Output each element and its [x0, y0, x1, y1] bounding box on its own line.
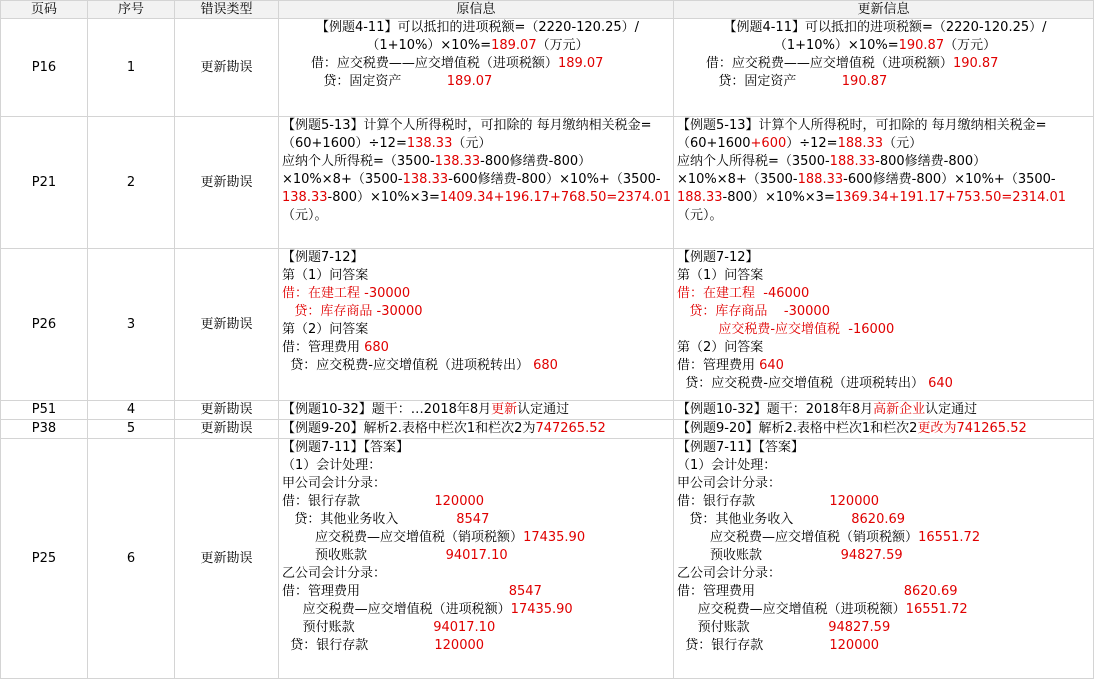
text-segment: -800修缮费-800）×10%×8+（3500-	[677, 154, 987, 187]
type-cell: 更新勘误	[175, 401, 279, 420]
text-segment: （1）会计处理：	[282, 458, 382, 473]
text-segment: 认定通过	[517, 402, 570, 417]
text-segment: 贷：固定资产	[677, 74, 842, 89]
text-line	[282, 37, 673, 55]
original-cell	[279, 249, 674, 401]
table-row	[1, 439, 1094, 679]
corrected-value: 94017.10	[445, 548, 508, 563]
corrected-value: 138.33	[402, 172, 449, 187]
text-line	[677, 153, 1093, 225]
text-line	[282, 637, 673, 655]
corrected-value: 120000	[434, 494, 485, 509]
text-line	[282, 55, 673, 73]
header-row	[1, 1, 1094, 19]
text-segment: 【例题4-11】可以抵扣的进项税额=（2220-120.25）/	[723, 20, 1047, 35]
text-line	[282, 401, 673, 419]
text-line	[677, 73, 1093, 91]
text-segment: 预收账款	[677, 548, 841, 563]
text-segment: 应交税费—应交增值税（进项税额）	[282, 602, 511, 617]
text-segment: （元）	[883, 136, 923, 151]
page-cell: P51	[1, 401, 88, 420]
text-line	[677, 457, 1093, 475]
corrected-value: 8547	[508, 584, 542, 599]
header-page: 页码	[1, 1, 88, 19]
page-cell: P16	[1, 19, 88, 117]
table-row	[1, 117, 1094, 249]
text-segment: （1+10%）×10%=	[773, 38, 899, 53]
header-original: 原信息	[279, 1, 674, 19]
text-line	[282, 153, 673, 225]
corrected-value: 贷：库存商品 -30000	[677, 304, 830, 319]
text-line	[282, 565, 673, 583]
text-line	[677, 601, 1093, 619]
text-line	[282, 601, 673, 619]
corrected-value: 640	[928, 376, 953, 391]
header-no: 序号	[88, 1, 175, 19]
text-segment: 乙公司会计分录：	[282, 566, 387, 581]
text-segment: （元）。	[282, 208, 328, 223]
text-segment: 应纳个人所得税=（3500-	[282, 154, 435, 169]
text-segment: 应交税费—应交增值税（销项税额）	[282, 530, 524, 545]
corrected-value: 借：在建工程 -30000	[282, 286, 411, 301]
corrected-value: 188.33	[797, 172, 844, 187]
corrected-value: 8620.69	[851, 512, 906, 527]
text-segment: 贷：应交税费-应交增值税（进项税转出）	[282, 358, 534, 373]
text-segment: 【例题10-32】题干：…2018年8月	[282, 402, 492, 417]
text-line	[282, 303, 673, 321]
text-line	[677, 19, 1093, 37]
text-line	[677, 267, 1093, 285]
corrected-value: 138.33	[434, 154, 481, 169]
corrected-value: 17435.90	[523, 530, 586, 545]
corrected-value: 188.33	[677, 190, 723, 205]
corrected-value: 189.07	[491, 38, 537, 53]
corrected-value: 1369.34+191.17+753.50=2314.01	[834, 190, 1067, 205]
updated-cell	[674, 249, 1094, 401]
text-line	[677, 420, 1093, 438]
text-segment: 【例题7-11】【答案】	[677, 440, 805, 455]
corrected-value: 8620.69	[903, 584, 958, 599]
text-line	[677, 529, 1093, 547]
text-segment: （万元）	[536, 38, 589, 53]
text-line	[677, 117, 1093, 153]
text-segment: 借：管理费用	[677, 584, 904, 599]
corrected-value: 680	[533, 358, 558, 373]
text-segment: -800）×10%×3=	[722, 190, 835, 205]
text-segment: 【例题5-13】计算个人所得税时，可扣除的 每月缴纳相关税金=（60+1600	[677, 118, 1047, 151]
text-line	[677, 303, 1093, 321]
original-cell	[279, 19, 674, 117]
text-line	[282, 457, 673, 475]
corrected-value: 16551.72	[918, 530, 981, 545]
header-updated: 更新信息	[674, 1, 1094, 19]
text-segment: 预付账款	[282, 620, 434, 635]
no-cell: 6	[88, 439, 175, 679]
text-line	[677, 475, 1093, 493]
corrected-value: 16551.72	[905, 602, 968, 617]
corrected-value: 189.07	[557, 56, 604, 71]
header-type: 错误类型	[175, 1, 279, 19]
corrected-value: 8547	[456, 512, 490, 527]
corrected-value: 120000	[434, 638, 485, 653]
text-segment: ）÷12=	[786, 136, 838, 151]
text-line	[677, 637, 1093, 655]
page-cell: P38	[1, 420, 88, 439]
text-segment: 应交税费—应交增值税（销项税额）	[677, 530, 919, 545]
text-line	[677, 439, 1093, 457]
text-line	[677, 619, 1093, 637]
updated-cell	[674, 439, 1094, 679]
text-segment: -600修缮费-800）×10%+（3500-	[843, 172, 1056, 187]
text-segment: （1+10%）×10%=	[366, 38, 492, 53]
type-cell: 更新勘误	[175, 117, 279, 249]
original-cell	[279, 439, 674, 679]
text-segment: 乙公司会计分录：	[677, 566, 782, 581]
corrected-value: 190.87	[952, 56, 999, 71]
text-segment: （元）。	[677, 208, 723, 223]
text-segment: 甲公司会计分录：	[282, 476, 387, 491]
text-line	[282, 249, 673, 267]
text-line	[282, 420, 673, 438]
text-segment: -800修缮费-800）×10%×8+（3500-	[282, 154, 592, 187]
text-segment: 认定通过	[925, 402, 978, 417]
no-cell: 5	[88, 420, 175, 439]
text-segment: 借：应交税费——应交增值税（进项税额）	[677, 56, 953, 71]
text-line	[282, 73, 673, 91]
corrected-value: 188.33	[829, 154, 876, 169]
text-segment: 贷：其他业务收入	[677, 512, 852, 527]
text-segment: 应交税费—应交增值税（进项税额）	[677, 602, 906, 617]
corrected-value: 189.07	[446, 74, 493, 89]
text-segment: 贷：应交税费-应交增值税（进项税转出）	[677, 376, 929, 391]
text-segment: 借：管理费用	[282, 340, 365, 355]
no-cell: 2	[88, 117, 175, 249]
text-segment: -600修缮费-800）×10%+（3500-	[448, 172, 661, 187]
text-segment: 预收账款	[282, 548, 446, 563]
corrected-value: 1409.34+196.17+768.50=2374.01	[439, 190, 672, 205]
table-row	[1, 420, 1094, 439]
corrected-value: 更新	[491, 402, 518, 417]
text-line	[677, 55, 1093, 73]
text-line	[282, 19, 673, 37]
text-segment: （万元）	[944, 38, 997, 53]
corrected-value: 94017.10	[433, 620, 496, 635]
corrected-value: 高新企业	[873, 402, 926, 417]
no-cell: 1	[88, 19, 175, 117]
text-line	[677, 37, 1093, 55]
corrected-value: 应交税费-应交增值税 -16000	[677, 322, 895, 337]
text-line	[282, 583, 673, 601]
original-cell	[279, 420, 674, 439]
corrected-value: 94827.59	[828, 620, 891, 635]
corrected-value: 138.33	[282, 190, 328, 205]
table-row	[1, 401, 1094, 420]
text-line	[677, 357, 1093, 375]
corrected-value: 190.87	[898, 38, 945, 53]
text-line	[282, 357, 673, 375]
no-cell: 3	[88, 249, 175, 401]
text-segment: （1）会计处理：	[677, 458, 777, 473]
text-segment: 【例题9-20】解析2.表格中栏次1和栏次2	[677, 421, 918, 436]
text-segment: 【例题9-20】解析2.表格中栏次1和栏次2为	[282, 421, 536, 436]
text-segment: 贷：固定资产	[282, 74, 447, 89]
text-segment: 【例题4-11】可以抵扣的进项税额=（2220-120.25）/	[315, 20, 640, 35]
text-segment: 第（2）问答案	[677, 340, 764, 355]
text-line	[677, 321, 1093, 339]
text-line	[282, 493, 673, 511]
text-segment: （元）	[452, 136, 492, 151]
text-segment: 预付账款	[677, 620, 829, 635]
text-line	[282, 267, 673, 285]
page-cell: P26	[1, 249, 88, 401]
text-line	[677, 401, 1093, 419]
text-segment: 【例题7-12】	[282, 250, 364, 265]
type-cell: 更新勘误	[175, 420, 279, 439]
corrected-value: 17435.90	[510, 602, 573, 617]
updated-cell	[674, 420, 1094, 439]
text-line	[677, 339, 1093, 357]
table-row	[1, 19, 1094, 117]
corrected-value: 94827.59	[840, 548, 903, 563]
corrected-value: 更改为741265.52	[917, 421, 1027, 436]
text-segment: 第（2）问答案	[282, 322, 369, 337]
text-segment: 应纳个人所得税=（3500-	[677, 154, 830, 169]
corrected-value: 190.87	[841, 74, 888, 89]
text-segment: 借：银行存款	[677, 494, 830, 509]
page-cell: P21	[1, 117, 88, 249]
text-segment: 贷：银行存款	[677, 638, 830, 653]
text-line	[677, 511, 1093, 529]
text-segment: 贷：其他业务收入	[282, 512, 457, 527]
page-cell: P25	[1, 439, 88, 679]
text-segment: 借：银行存款	[282, 494, 435, 509]
original-cell	[279, 117, 674, 249]
table-row	[1, 249, 1094, 401]
text-segment: -800）×10%×3=	[327, 190, 440, 205]
updated-cell	[674, 117, 1094, 249]
corrected-value: 120000	[829, 494, 880, 509]
text-segment: 甲公司会计分录：	[677, 476, 782, 491]
text-line	[677, 547, 1093, 565]
updated-cell	[674, 19, 1094, 117]
no-cell: 4	[88, 401, 175, 420]
text-line	[282, 529, 673, 547]
corrected-value: 747265.52	[535, 421, 606, 436]
type-cell: 更新勘误	[175, 249, 279, 401]
text-segment: 借：管理费用	[677, 358, 760, 373]
text-line	[282, 475, 673, 493]
text-line	[282, 547, 673, 565]
text-segment: 借：应交税费——应交增值税（进项税额）	[282, 56, 558, 71]
text-segment: 第（1）问答案	[282, 268, 369, 283]
text-segment: 贷：银行存款	[282, 638, 435, 653]
text-line	[282, 285, 673, 303]
corrected-value: 138.33	[406, 136, 453, 151]
text-line	[677, 375, 1093, 393]
text-segment: 借：管理费用	[282, 584, 509, 599]
text-segment: 第（1）问答案	[677, 268, 764, 283]
corrected-value: 640	[759, 358, 784, 373]
text-line	[282, 511, 673, 529]
updated-cell	[674, 401, 1094, 420]
text-line	[677, 565, 1093, 583]
corrected-value: 188.33	[837, 136, 884, 151]
text-segment: 【例题10-32】题干：2018年8月	[677, 402, 874, 417]
corrected-value: 借：在建工程 -46000	[677, 286, 810, 301]
text-line	[677, 249, 1093, 267]
text-segment: 【例题5-13】计算个人所得税时，可扣除的 每月缴纳相关税金=（60+1600）÷12=	[282, 118, 652, 151]
text-line	[282, 321, 673, 339]
text-line	[282, 439, 673, 457]
text-line	[282, 117, 673, 153]
type-cell: 更新勘误	[175, 439, 279, 679]
corrected-value: 680	[364, 340, 389, 355]
text-segment: 【例题7-12】	[677, 250, 759, 265]
text-line	[677, 583, 1093, 601]
text-line	[282, 619, 673, 637]
type-cell: 更新勘误	[175, 19, 279, 117]
text-segment: 【例题7-11】【答案】	[282, 440, 410, 455]
corrected-value: +600	[750, 136, 787, 151]
text-line	[677, 493, 1093, 511]
text-line	[677, 285, 1093, 303]
text-line	[282, 339, 673, 357]
corrected-value: 贷：库存商品 -30000	[282, 304, 423, 319]
original-cell	[279, 401, 674, 420]
corrected-value: 120000	[829, 638, 880, 653]
